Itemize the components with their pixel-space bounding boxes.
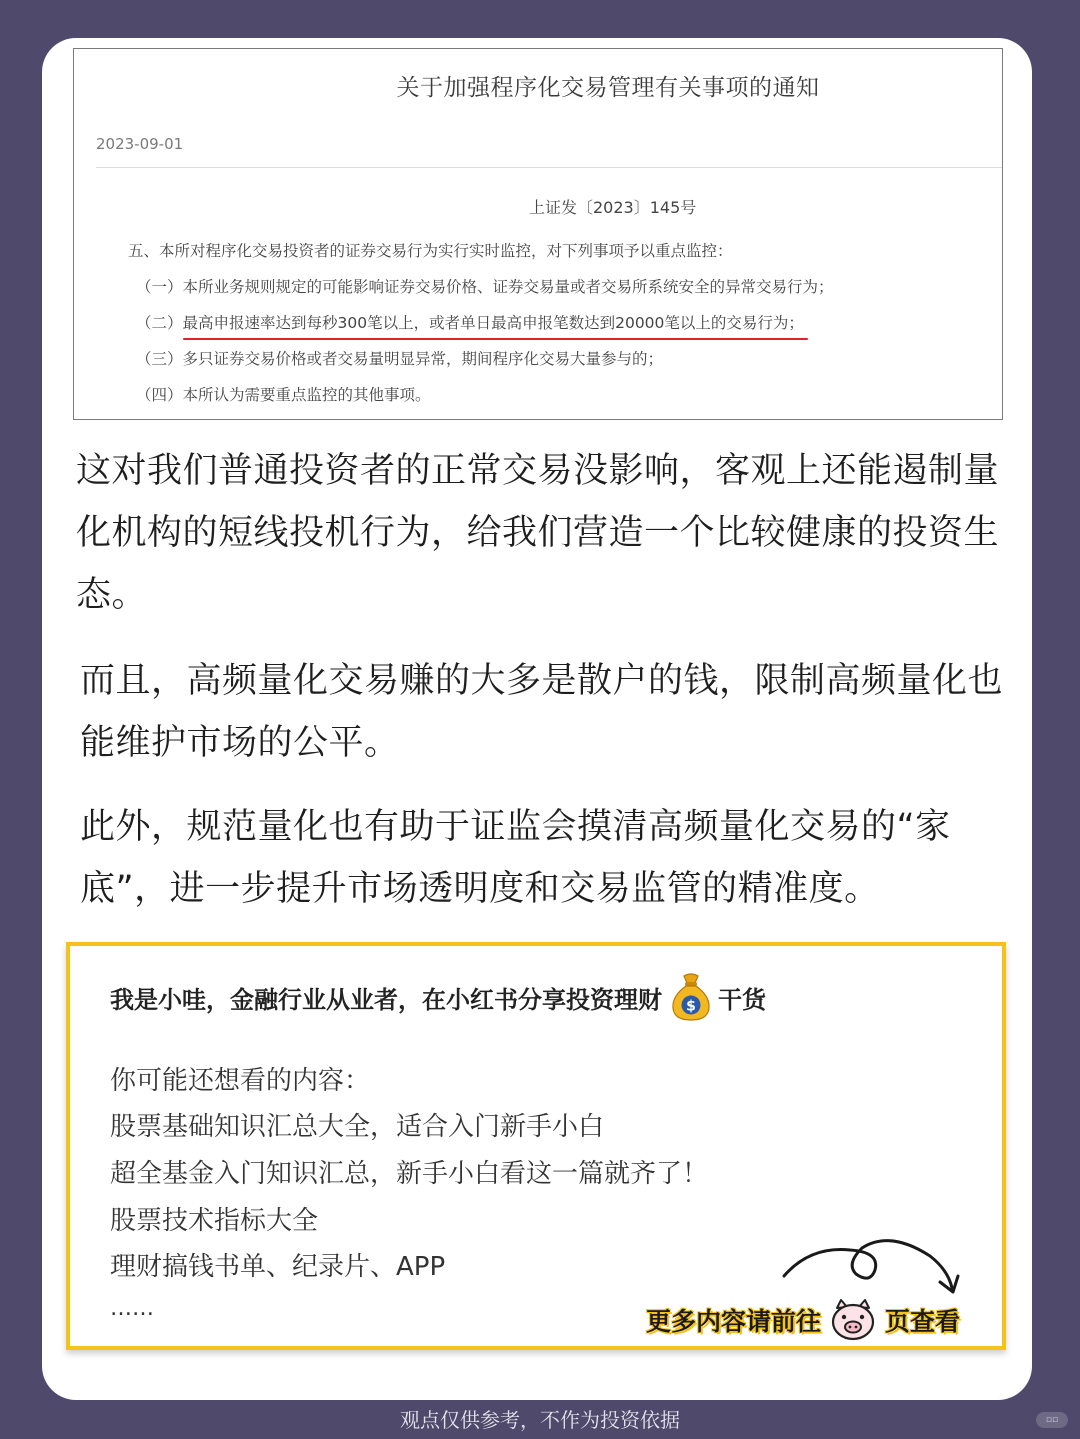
highlighted-clause [183,311,804,333]
notice-date: 2023-09-01 [96,135,184,153]
notice-section-heading: 五、本所对程序化交易投资者的证券交易行为实行实时监控，对下列事项予以重点监控： [128,242,733,260]
platform-watermark-icon: ▫▫ [1036,1412,1068,1428]
related-link[interactable]: 股票技术指标大全 [110,1206,319,1236]
author-intro-text: 我是小哇，金融行业从业者，在小红书分享投资理财 [110,985,662,1014]
notice-item-text: 最高申报速率达到每秒300笔以上，或者单日最高申报笔数达到20000笔以上的交易行为； [182,314,804,332]
notice-divider [96,167,1002,168]
disclaimer: 观点仅供参考，不作为投资依据 [400,1408,680,1432]
pig-face-icon [829,1298,877,1342]
more-ellipsis: …… [110,1296,154,1321]
related-link[interactable]: 超全基金入门知识汇总，新手小白看这一篇就齐了！ [110,1159,709,1189]
cta-text: 更多内容请前往 [646,1307,822,1336]
author-intro-suffix: 干货 [718,985,766,1014]
notice-item [136,275,834,297]
notice-item-highlighted [136,311,804,333]
notice-item-prefix: （一） [136,278,183,296]
red-underline [183,338,808,341]
curved-arrow-icon [780,1236,970,1306]
related-link[interactable]: 股票基础知识汇总大全，适合入门新手小白 [110,1112,605,1142]
notice-item-prefix: （四） [136,386,183,404]
notice-item [136,383,431,405]
notice-item-text: 多只证券交易价格或者交易量明显异常，期间程序化交易大量参与的； [182,350,664,368]
notice-item-prefix: （二） [136,314,183,332]
related-link[interactable]: 理财搞钱书单、纪录片、APP [110,1252,446,1282]
notice-item-text: 本所认为需要重点监控的其他事项。 [182,386,431,404]
body-paragraph-2: 而且，高频量化交易赚的大多是散户的钱，限制高频量化也能维护市场的公平。 [80,661,1004,763]
svg-text:$: $ [686,998,696,1015]
author-intro [110,972,766,1022]
related-content-heading: 你可能还想看的内容： [110,1066,371,1096]
cta-text-suffix: 页查看 [885,1307,961,1336]
notice-doc-number: 上证发〔2023〕145号 [529,198,697,217]
body-paragraph-3: 此外，规范量化也有助于证监会摸清高频量化交易的“家底”，进一步提升市场透明度和交易监管的精准度。 [80,807,951,909]
notice-item-text: 本所业务规则规定的可能影响证券交易价格、证券交易量或者交易所系统安全的异常交易行为； [182,278,834,296]
notice-item-prefix: （三） [136,350,183,368]
content-card [42,38,1032,1400]
notice-title: 关于加强程序化交易管理有关事项的通知 [396,75,820,101]
notice-screenshot [73,48,1003,420]
notice-item [136,347,663,369]
more-content-cta[interactable] [646,1298,960,1342]
money-bag-icon [668,972,714,1022]
promo-box [66,942,1006,1350]
body-paragraph-1: 这对我们普通投资者的正常交易没影响，客观上还能遏制量化机构的短线投机行为，给我们营造一个比较健康的投资生态。 [76,451,1000,615]
